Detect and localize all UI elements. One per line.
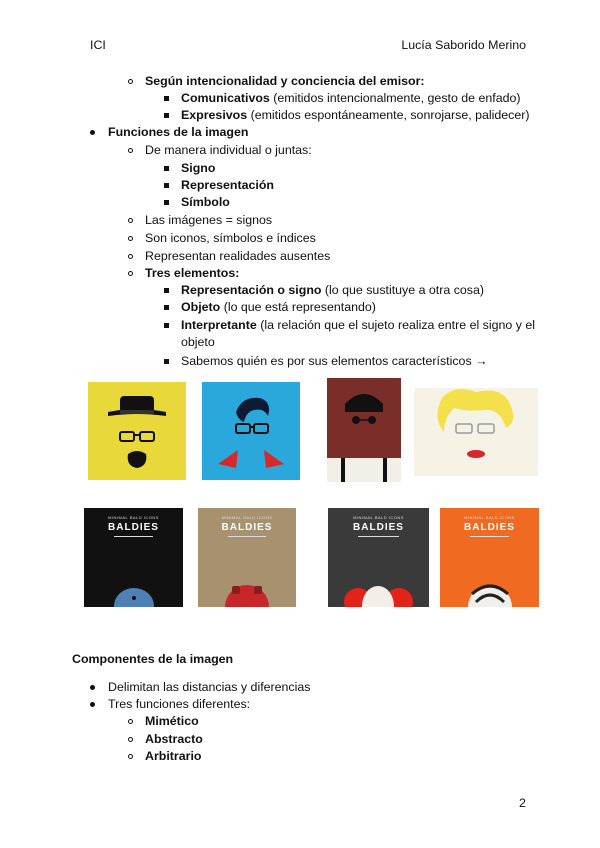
- page-number: 2: [519, 796, 526, 810]
- list-item-bold: Tres elementos:: [145, 266, 240, 280]
- circle-bullet-icon: [128, 271, 133, 276]
- list-item: [145, 143, 312, 158]
- bullet-icon: [90, 685, 95, 690]
- list-item-text: Delimitan las distancias y diferencias: [108, 680, 311, 694]
- list-item: [145, 266, 239, 281]
- list-item-bold: Funciones de la imagen: [108, 125, 249, 139]
- list-item: [181, 108, 530, 123]
- circle-bullet-icon: [128, 719, 133, 724]
- square-bullet-icon: [164, 305, 169, 310]
- list-item: [181, 318, 535, 333]
- list-item-text: De manera individual o juntas:: [145, 143, 312, 157]
- list-item-text: Sabemos quién es por sus elementos característicos →: [181, 354, 488, 368]
- poster-subtitle: MINIMAL BALD ICONS: [353, 515, 404, 520]
- circle-bullet-icon: [128, 254, 133, 259]
- list-item-bold: Abstracto: [145, 732, 203, 746]
- list-item-bold: Representación: [181, 178, 274, 192]
- list-item: [145, 74, 425, 89]
- circle-bullet-icon: [128, 754, 133, 759]
- list-item-bold: Comunicativos: [181, 91, 270, 105]
- list-item: [181, 178, 274, 193]
- header-right: Lucía Saborido Merino: [401, 38, 526, 52]
- circle-bullet-icon: [128, 236, 133, 241]
- list-item: [145, 749, 201, 764]
- poster-subtitle: MINIMAL BALD ICONS: [108, 515, 159, 520]
- list-item-bold: Signo: [181, 161, 216, 175]
- list-item: [108, 125, 248, 140]
- poster-title: BALDIES: [464, 522, 515, 533]
- list-item: [181, 91, 521, 106]
- square-bullet-icon: [164, 359, 169, 364]
- list-item-bold: Según intencionalidad y conciencia del emisor:: [145, 74, 425, 88]
- list-item-bold: Mimético: [145, 714, 199, 728]
- list-item-text: Las imágenes = signos: [145, 213, 273, 227]
- list-item: [108, 680, 310, 695]
- baldies-poster-4: [440, 508, 539, 607]
- list-item: [145, 732, 203, 747]
- list-item: [108, 697, 250, 712]
- bullet-icon: [90, 702, 95, 707]
- heisenberg-illustration: [88, 382, 186, 480]
- section-heading: Componentes de la imagen: [72, 652, 234, 666]
- list-item-text: Tres funciones diferentes:: [108, 697, 251, 711]
- list-item: [145, 213, 272, 228]
- square-bullet-icon: [164, 323, 169, 328]
- list-item-text: Son iconos, símbolos e índices: [145, 231, 316, 245]
- list-item-text: Representan realidades ausentes: [145, 249, 331, 263]
- circle-bullet-icon: [128, 737, 133, 742]
- baldies-poster-2: [198, 508, 296, 607]
- list-item-text: objeto: [181, 335, 215, 349]
- list-item: [145, 714, 199, 729]
- list-item-text: (lo que sustituye a otra cosa): [321, 283, 485, 297]
- square-bullet-icon: [164, 166, 169, 171]
- marilyn-illustration: [414, 388, 538, 476]
- list-item: [145, 231, 316, 246]
- poster-subtitle: MINIMAL BALD ICONS: [464, 515, 515, 520]
- list-item: [181, 300, 376, 315]
- list-item: [181, 283, 484, 298]
- circle-bullet-icon: [128, 218, 133, 223]
- baldies-poster-1: [84, 508, 183, 607]
- header-left: ICI: [90, 38, 106, 52]
- list-item: [181, 335, 215, 350]
- circle-bullet-icon: [128, 148, 133, 153]
- circle-bullet-icon: [128, 79, 133, 84]
- list-item-bold: Interpretante: [181, 318, 257, 332]
- poster-title: BALDIES: [353, 522, 404, 533]
- square-bullet-icon: [164, 113, 169, 118]
- list-item-text: (la relación que el sujeto realiza entre el signo y el: [256, 318, 536, 332]
- baldies-poster-3: [328, 508, 429, 607]
- poster-title: BALDIES: [221, 522, 273, 533]
- list-item: [145, 249, 330, 264]
- list-item-bold: Expresivos: [181, 108, 248, 122]
- superman-illustration: [202, 382, 300, 480]
- poster-subtitle: MINIMAL BALD ICONS: [221, 515, 273, 520]
- list-item-bold: Representación o signo: [181, 283, 322, 297]
- square-bullet-icon: [164, 96, 169, 101]
- list-item-bold: Objeto: [181, 300, 221, 314]
- list-item: [181, 354, 487, 369]
- list-item: [181, 195, 230, 210]
- list-item-text: (emitidos intencionalmente, gesto de enfado): [269, 91, 521, 105]
- square-bullet-icon: [164, 288, 169, 293]
- list-item-text: (lo que está representando): [220, 300, 376, 314]
- list-item-text: (emitidos espontáneamente, sonrojarse, palidecer): [247, 108, 530, 122]
- list-item-bold: Arbitrario: [145, 749, 202, 763]
- poster-title: BALDIES: [108, 522, 159, 533]
- list-item: [181, 161, 215, 176]
- square-bullet-icon: [164, 200, 169, 205]
- list-item-bold: Símbolo: [181, 195, 230, 209]
- leon-illustration: [327, 378, 401, 482]
- bullet-icon: [90, 130, 95, 135]
- square-bullet-icon: [164, 183, 169, 188]
